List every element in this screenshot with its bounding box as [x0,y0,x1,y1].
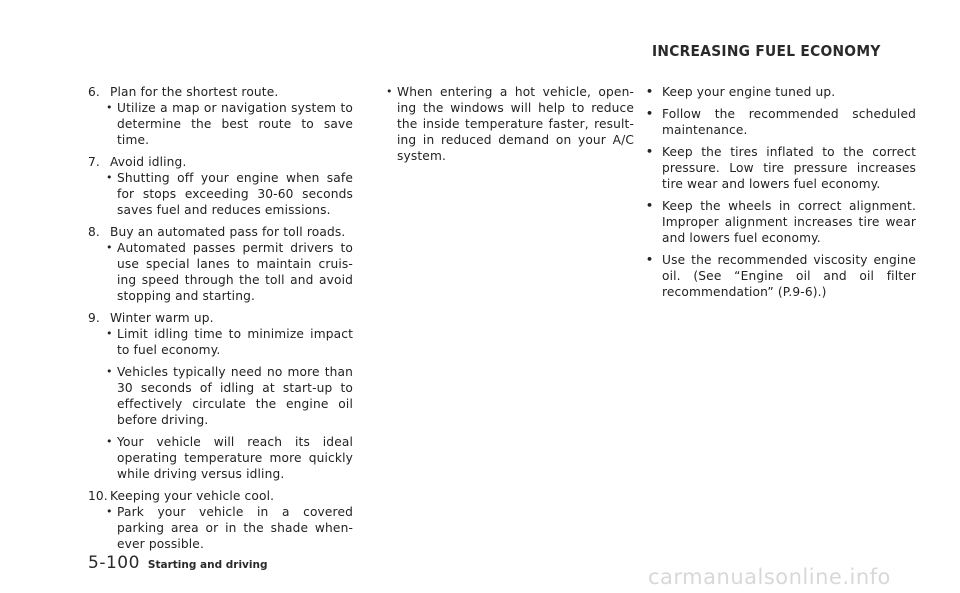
step-title: Plan for the shortest route. [110,85,279,99]
watermark: carmanualsonline.info [648,565,891,589]
bullet-mark: • [646,199,654,212]
bullet-mark: • [646,253,654,266]
middle-column [386,84,634,170]
step-item [88,488,353,552]
bullet-item: • Limit idling time to minimize impact to fuel economy. [106,327,353,357]
bullet-item: • Vehicles typically need no more than 30 seconds of idling at start-up to effectively circulate the engine oil before driving. [106,365,353,427]
bullet-item: • Follow the recommended scheduled maintenance. [646,107,916,137]
bullet-item: • Automated passes permit drivers to use special lanes to maintain cruis-ing speed through the toll and avoid stopping and starting. [106,241,353,303]
step-number: 10. [88,489,108,503]
bullet-mark: • [646,107,654,120]
step-number: 8. [88,225,100,239]
bullet-item: • Keep the wheels in correct alignment. Improper alignment increases tire wear and lowers fuel economy. [646,199,916,245]
right-column [646,84,916,306]
step-title: Buy an automated pass for toll roads. [110,225,346,239]
bullet-mark: • [646,85,654,98]
bullet-item: • Use the recommended viscosity engine oil. (See “Engine oil and oil filter recommendation” (P.9-6).) [646,253,916,299]
page-footer [88,553,267,573]
bullet-mark: • [386,85,393,98]
step-item [88,224,353,304]
bullet-mark: • [106,101,113,114]
bullet-mark: • [646,145,654,158]
step-title: Avoid idling. [110,155,187,169]
step-title: Winter warm up. [110,311,214,325]
bullet-item: • Keep the tires inflated to the correct pressure. Low tire pressure increases tire wear and lowers fuel economy. [646,145,916,191]
left-column [88,84,353,558]
page-number: 5-100 [88,553,140,573]
bullet-mark: • [106,365,113,378]
step-item [88,310,353,482]
bullet-item: • Shutting off your engine when safe for stops exceeding 30-60 seconds saves fuel and reduces emissions. [106,171,353,217]
bullet-item: • When entering a hot vehicle, open-ing the windows will help to reduce the inside temperature faster, result-ing in reduced demand on your A/C system. [386,85,634,163]
step-title: Keeping your vehicle cool. [110,489,275,503]
bullet-mark: • [106,327,113,340]
bullet-item: • Park your vehicle in a covered parking area or in the shade when-ever possible. [106,505,353,551]
step-number: 7. [88,155,100,169]
step-item [88,154,353,218]
chapter-title: Starting and driving [147,559,268,571]
step-item [88,84,353,148]
bullet-mark: • [106,435,113,448]
bullet-mark: • [106,505,113,518]
bullet-item: • Keep your engine tuned up. [646,85,836,99]
bullet-mark: • [106,171,113,184]
section-title: INCREASING FUEL ECONOMY [652,42,881,60]
bullet-item: • Your vehicle will reach its ideal operating temperature more quickly while driving versus idling. [106,435,353,481]
bullet-mark: • [106,241,113,254]
step-number: 9. [88,311,100,325]
step-number: 6. [88,85,100,99]
bullet-item: • Utilize a map or navigation system to determine the best route to save time. [106,101,353,147]
